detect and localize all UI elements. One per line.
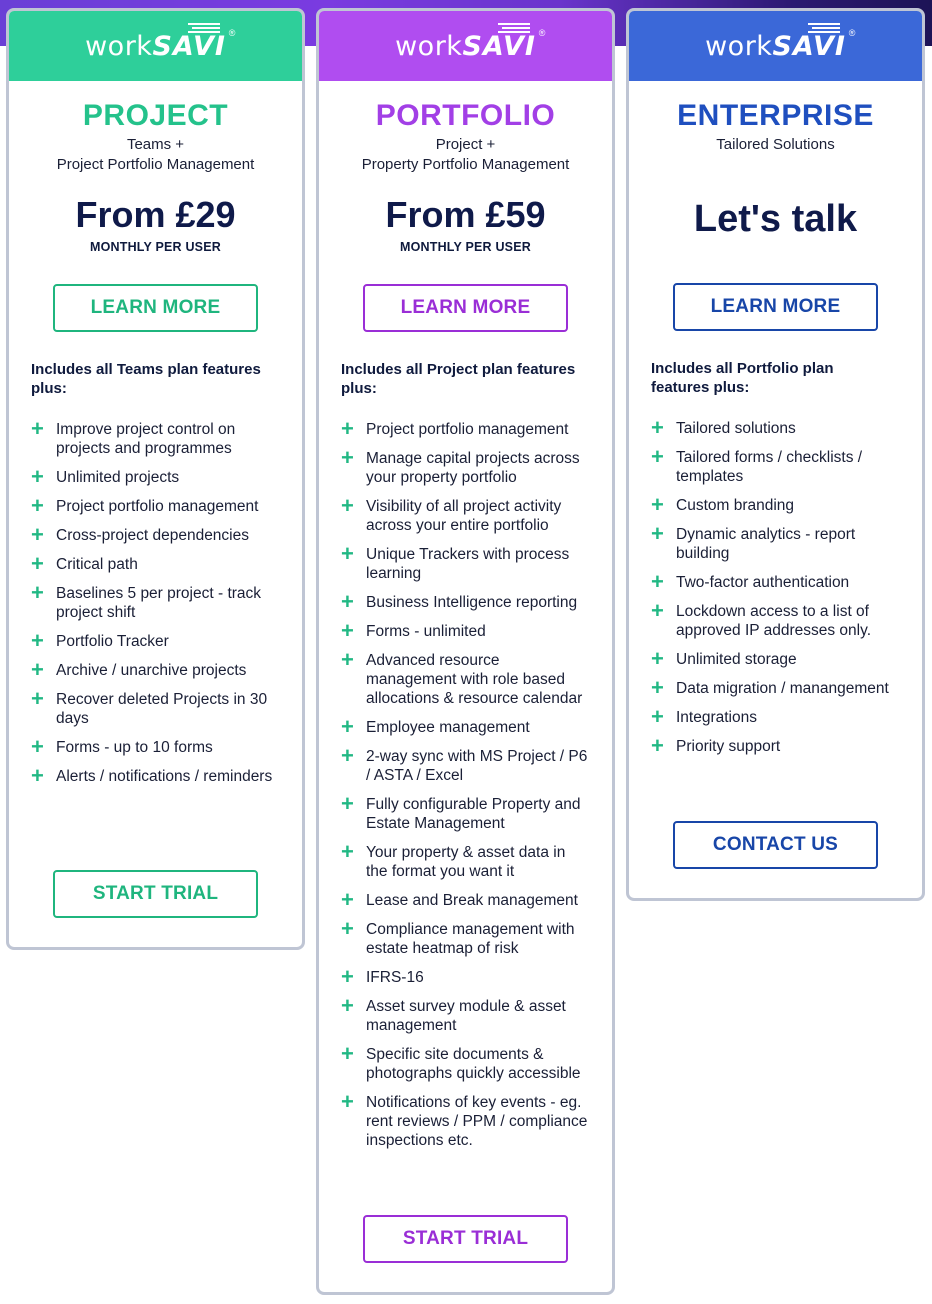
feature-item: + Baselines 5 per project - track project shift: [31, 580, 262, 621]
feature-item: + Dynamic analytics - report building: [651, 521, 856, 562]
plan-subtitle-line: Teams +: [126, 136, 185, 153]
plus-icon: +: [341, 916, 354, 941]
plan-title: PORTFOLIO: [375, 99, 556, 132]
registered-icon: ®: [538, 27, 546, 38]
plan-subtitle-line: Project +: [435, 136, 496, 153]
plus-icon: +: [341, 1089, 354, 1114]
plan-subtitle: [341, 135, 590, 175]
feature-item: + Portfolio Tracker: [31, 628, 169, 653]
plus-icon: +: [31, 464, 44, 489]
price-note: MONTHLY PER USER: [89, 240, 221, 254]
plus-icon: +: [651, 704, 664, 729]
feature-item: + Data migration / manangement: [651, 675, 889, 700]
feature-item: + Employee management: [341, 714, 530, 739]
plus-icon: +: [341, 714, 354, 739]
feature-item: + Notifications of key events - eg. rent reviews / PPM / compliance inspections etc.: [341, 1089, 588, 1149]
feature-item: + Two-factor authentication: [651, 569, 850, 594]
feature-item: + Tailored forms / checklists / templates: [651, 444, 863, 485]
feature-item: + Tailored solutions: [651, 415, 796, 440]
plus-icon: +: [31, 551, 44, 576]
logo-lines-icon: [808, 23, 840, 33]
feature-list: [31, 416, 280, 788]
plus-icon: +: [651, 675, 664, 700]
feature-item: + Cross-project dependencies: [31, 522, 249, 547]
plan-subtitle: [651, 135, 900, 155]
plan-card-enterprise: [626, 8, 925, 901]
feature-item: + Advanced resource management with role based allocations & resource calendar: [341, 647, 583, 707]
plan-subtitle-line: Property Portfolio Management: [361, 156, 570, 173]
card-body: [9, 99, 302, 786]
plus-icon: +: [31, 580, 44, 605]
includes-heading: Includes all Portfolio plan features plus:: [651, 360, 834, 396]
feature-item: + Lease and Break management: [341, 887, 578, 912]
feature-item: + Asset survey module & asset management: [341, 993, 566, 1034]
card-header: [9, 11, 302, 81]
registered-icon: ®: [848, 27, 856, 38]
card-body: [629, 99, 922, 756]
plus-icon: +: [341, 993, 354, 1018]
logo-word: work: [395, 30, 463, 62]
plus-icon: +: [341, 647, 354, 672]
feature-item: + Unique Trackers with process learning: [341, 541, 570, 582]
plus-icon: +: [651, 492, 664, 517]
plus-icon: +: [651, 598, 664, 623]
feature-item: + Improve project control on projects and programmes: [31, 416, 236, 457]
feature-item: + Recover deleted Projects in 30 days: [31, 686, 268, 727]
card-header: [319, 11, 612, 81]
feature-item: + 2-way sync with MS Project / P6 / ASTA / Excel: [341, 743, 588, 784]
feature-item: + Visibility of all project activity across your entire portfolio: [341, 493, 562, 534]
feature-item: + Manage capital projects across your property portfolio: [341, 445, 580, 486]
feature-item: + Critical path: [31, 551, 138, 576]
plus-icon: +: [31, 686, 44, 711]
feature-item: + Your property & asset data in the format you want it: [341, 839, 566, 880]
plus-icon: +: [651, 569, 664, 594]
plan-price: Let's talk: [693, 198, 858, 240]
feature-item: + Compliance management with estate heatmap of risk: [341, 916, 575, 957]
includes-heading: Includes all Project plan features plus:: [341, 361, 576, 397]
plus-icon: +: [341, 589, 354, 614]
plus-icon: +: [341, 416, 354, 441]
plan-subtitle-line: Project Portfolio Management: [56, 156, 255, 173]
plan-title: PROJECT: [82, 99, 229, 132]
feature-item: + Project portfolio management: [341, 416, 569, 441]
plus-icon: +: [31, 657, 44, 682]
card-body: [319, 99, 612, 1150]
logo-mark: SAVI: [772, 30, 846, 62]
feature-item: + Alerts / notifications / reminders: [31, 763, 273, 788]
plus-icon: +: [341, 1041, 354, 1066]
feature-item: + Forms - up to 10 forms: [31, 734, 213, 759]
card-header: [629, 11, 922, 81]
plus-icon: +: [341, 445, 354, 470]
plus-icon: +: [341, 541, 354, 566]
feature-list: [341, 416, 590, 1150]
plus-icon: +: [341, 964, 354, 989]
plan-title: ENTERPRISE: [677, 99, 874, 132]
plus-icon: +: [341, 887, 354, 912]
feature-item: + Forms - unlimited: [341, 618, 486, 643]
plan-subtitle: [31, 135, 280, 175]
price-note: MONTHLY PER USER: [399, 240, 531, 254]
start-trial-button[interactable]: START TRIAL: [363, 1215, 568, 1263]
feature-item: + Lockdown access to a list of approved IP addresses only.: [651, 598, 872, 639]
feature-item: + Custom branding: [651, 492, 795, 517]
plus-icon: +: [31, 628, 44, 653]
plus-icon: +: [651, 415, 664, 440]
plus-icon: +: [651, 521, 664, 546]
plus-icon: +: [341, 618, 354, 643]
registered-icon: ®: [228, 27, 236, 38]
plan-card-project: [6, 8, 305, 950]
plan-price: From £59: [385, 194, 546, 235]
logo-lines-icon: [498, 23, 530, 33]
feature-item: + Archive / unarchive projects: [31, 657, 247, 682]
logo-lines-icon: [188, 23, 220, 33]
logo-word: work: [85, 30, 153, 62]
plan-subtitle-line: Tailored Solutions: [716, 136, 835, 153]
logo-word: work: [705, 30, 773, 62]
feature-item: + Business Intelligence reporting: [341, 589, 578, 614]
plus-icon: +: [341, 493, 354, 518]
learn-more-button[interactable]: LEARN MORE: [53, 284, 258, 332]
plus-icon: +: [341, 791, 354, 816]
logo-mark: SAVI: [462, 30, 536, 62]
feature-item: + Specific site documents & photographs quickly accessible: [341, 1041, 581, 1082]
learn-more-button[interactable]: LEARN MORE: [363, 284, 568, 332]
feature-item: + Fully configurable Property and Estate Management: [341, 791, 581, 832]
plus-icon: +: [31, 522, 44, 547]
plus-icon: +: [651, 444, 664, 469]
plan-price: From £29: [75, 194, 236, 235]
plus-icon: +: [31, 416, 44, 441]
plus-icon: +: [651, 646, 664, 671]
learn-more-button[interactable]: LEARN MORE: [673, 283, 878, 331]
worksavi-logo: [85, 27, 236, 62]
worksavi-logo: [705, 27, 856, 62]
plan-card-portfolio: [316, 8, 615, 1295]
feature-item: + Integrations: [651, 704, 757, 729]
feature-item: + Project portfolio management: [31, 493, 259, 518]
worksavi-logo: [395, 27, 546, 62]
plus-icon: +: [651, 733, 664, 758]
plus-icon: +: [31, 493, 44, 518]
feature-item: + Unlimited storage: [651, 646, 797, 671]
plus-icon: +: [341, 743, 354, 768]
plus-icon: +: [31, 734, 44, 759]
feature-item: + Unlimited projects: [31, 464, 180, 489]
includes-heading: Includes all Teams plan features plus:: [31, 361, 261, 397]
start-trial-button[interactable]: START TRIAL: [53, 870, 258, 918]
feature-item: + IFRS-16: [341, 964, 424, 989]
contact-us-button[interactable]: CONTACT US: [673, 821, 878, 869]
plus-icon: +: [31, 763, 44, 788]
plus-icon: +: [341, 839, 354, 864]
feature-item: + Priority support: [651, 733, 781, 758]
logo-mark: SAVI: [152, 30, 226, 62]
feature-list: [651, 415, 900, 758]
